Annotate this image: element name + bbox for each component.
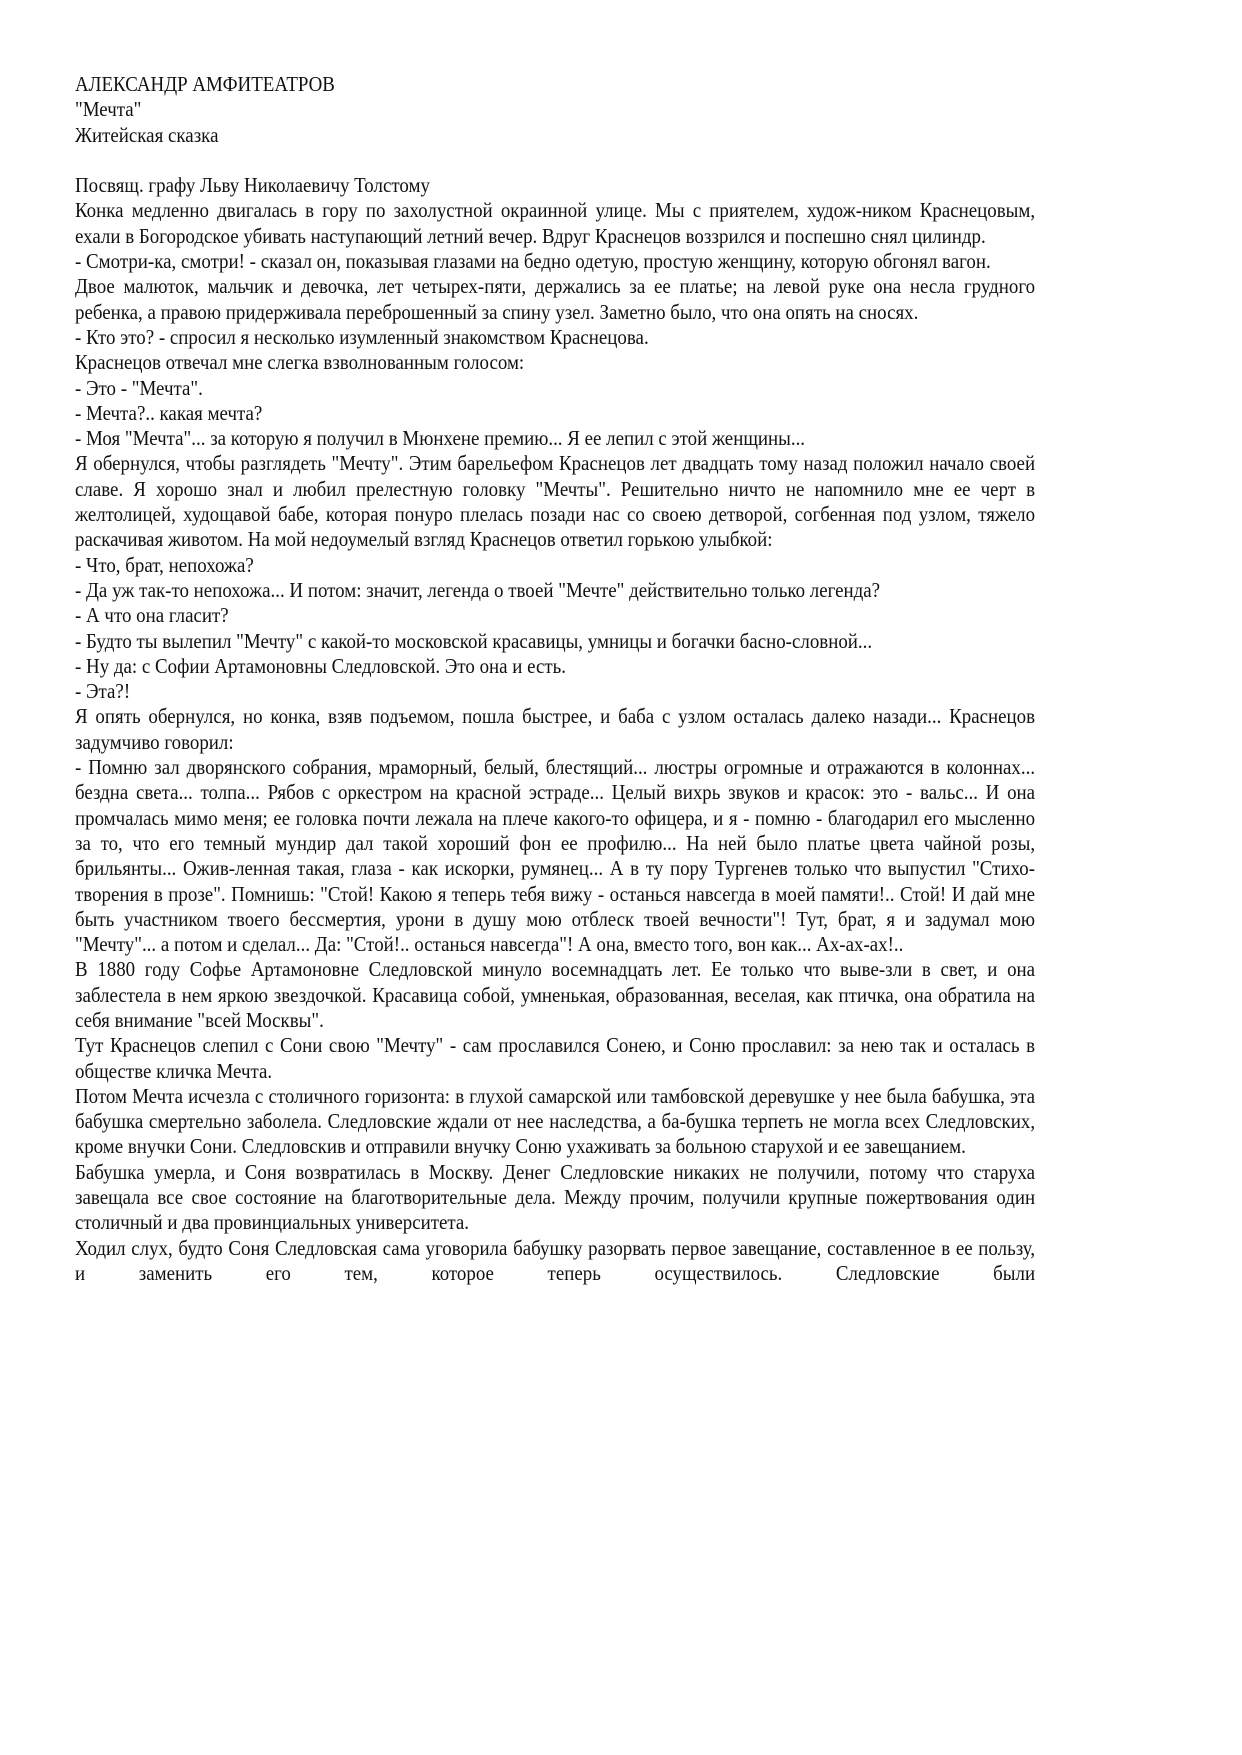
paragraph: Двое малюток, мальчик и девочка, лет четырех-пяти, держались за ее платье; на левой руке она несла грудного ребенка, а правою придерживала переброшенный за спину узел. Заметно было, что она опять на сносях.	[75, 274, 1036, 324]
paragraph: - Да уж так-то непохожа... И потом: значит, легенда о твоей "Мечте" действительно только легенда?	[75, 577, 881, 602]
paragraph: - А что она гласит?	[75, 603, 229, 628]
paragraph: - Кто это? - спросил я несколько изумленный знакомством Краснецова.	[75, 324, 649, 349]
paragraph: Краснецов отвечал мне слегка взволнованным голосом:	[75, 350, 525, 375]
paragraph: - Это - "Мечта".	[75, 375, 203, 400]
story-subtitle: Житейская сказка	[75, 122, 219, 147]
paragraph: Ходил слух, будто Соня Следловская сама уговорила бабушку разорвать первое завещание, составленное в ее пользу, и заменить его тем, которое теперь осуществилось. Следловские были	[75, 1235, 1036, 1285]
paragraph: - Эта?!	[75, 679, 131, 704]
paragraph: - Будто ты вылепил "Мечту" с какой-то московской красавицы, умницы и богачки басно-словной...	[75, 628, 873, 653]
paragraph: В 1880 году Софье Артамоновне Следловской минуло восемнадцать лет. Ее только что выве-зли в свет, и она заблестела в нем яркою звездочкой. Красавица собой, умненькая, образованная, веселая, как птичка, она обратила на себя внимание "всей Москвы".	[75, 957, 1036, 1032]
paragraph: Я обернулся, чтобы разглядеть "Мечту". Этим барельефом Краснецов лет двадцать тому назад положил начало своей славе. Я хорошо знал и любил прелестную головку "Мечты". Решительно ничто не напомнило мне ее черт в желтолицей, худощавой бабе, которая понуро плелась позади нас со своею детворой, согбенная под узлом, тяжело раскачивая животом. На мой недоумелый взгляд Краснецов ответил горькою улыбкой:	[75, 451, 1036, 552]
story-title: "Мечта"	[75, 97, 142, 122]
paragraph: - Что, брат, непохожа?	[75, 552, 254, 577]
paragraph: - Мечта?.. какая мечта?	[75, 400, 263, 425]
dedication: Посвящ. графу Льву Николаевичу Толстому	[75, 173, 430, 198]
author-heading: АЛЕКСАНДР АМФИТЕАТРОВ	[75, 72, 335, 96]
blank-line	[75, 148, 1035, 173]
paragraph: - Моя "Мечта"... за которую я получил в Мюнхене премию... Я ее лепил с этой женщины...	[75, 426, 806, 451]
paragraph: Конка медленно двигалась в гору по захолустной окраинной улице. Мы с приятелем, худож-ником Краснецовым, ехали в Богородское убивать наступающий летний вечер. Вдруг Краснецов воззрился и поспешно снял цилиндр.	[75, 198, 1036, 248]
paragraph: - Ну да: с Софии Артамоновны Следловской. Это она и есть.	[75, 653, 567, 678]
document-page	[75, 72, 1035, 1286]
paragraph: - Помню зал дворянского собрания, мраморный, белый, блестящий... люстры огромные и отражаются в колоннах... бездна света... толпа... Рябов с оркестром на красной эстраде... Целый вихрь звуков и красок: это - вальс... И она промчалась мимо меня; ее головка почти лежала на плече какого-то офицера, и я - помню - благодарил его мысленно за то, что его темный мундир дал такой хороший фон ее профилю... На ней было платье цвета чайной розы, брильянты... Ожив-ленная такая, глаза - как искорки, румянец... А в ту пору Тургенев только что выпустил "Стихо-творения в прозе". Помнишь: "Стой! Какою я теперь тебя вижу - останься навсегда в моей памяти!.. Стой! И дай мне быть участником твоего бессмертия, урони в душу мою отблеск твоей вечности"! Тут, брат, я и задумал мою "Мечту"... а потом и сделал... Да: "Стой!.. останься навсегда"! А она, вместо того, вон как... Ах-ах-ах!..	[75, 755, 1036, 957]
paragraph: - Смотри-ка, смотри! - сказал он, показывая глазами на бедно одетую, простую женщину, которую обгонял вагон.	[75, 249, 991, 274]
paragraph: Тут Краснецов слепил с Сони свою "Мечту" - сам прославился Сонею, и Соню прославил: за нею так и осталась в обществе кличка Мечта.	[75, 1033, 1036, 1083]
paragraph: Я опять обернулся, но конка, взяв подъемом, пошла быстрее, и баба с узлом осталась далеко назади... Краснецов задумчиво говорил:	[75, 704, 1036, 754]
paragraph: Бабушка умерла, и Соня возвратилась в Москву. Денег Следловские никаких не получили, потому что старуха завещала все свое состояние на благотворительные дела. Между прочим, получили крупные пожертвования один столичный и два провинциальных университета.	[75, 1159, 1036, 1235]
paragraph: Потом Мечта исчезла с столичного горизонта: в глухой самарской или тамбовской деревушке у нее была бабушка, эта бабушка смертельно заболела. Следловские ждали от нее наследства, а ба-бушка терпеть не могла всех Следловских, кроме внучки Сони. Следловскив и отправили внучку Соню ухаживать за больною старухой и ее завещанием.	[75, 1083, 1036, 1159]
